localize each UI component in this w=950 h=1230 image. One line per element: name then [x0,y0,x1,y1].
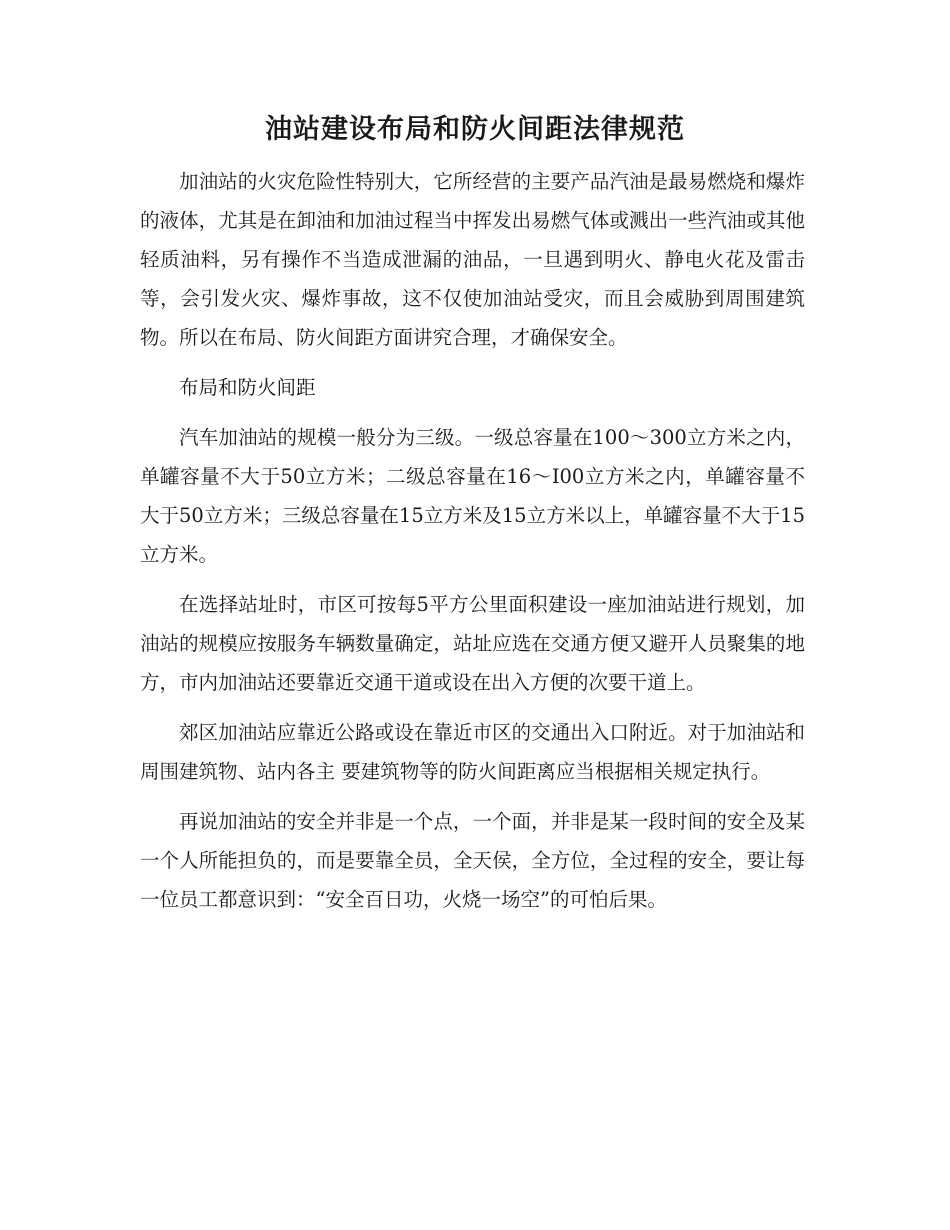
paragraph-suburban: 郊区加油站应靠近公路或设在靠近市区的交通出入口附近。对于加油站和周围建筑物、站内各主 要建筑物等的防火间距离应当根据相关规定执行。 [140,721,805,783]
document-title: 油站建设布局和防火间距法律规范 [265,114,685,145]
section-heading-layout: 布局和防火间距 [179,376,316,399]
paragraph-safety: 再说加油站的安全并非是一个点，一个面，并非是某一段时间的安全及某一个人所能担负的，而是要靠全员，全天侯，全方位，全过程的安全，要让每一位员工都意识到：“安全百日功，火烧一场空”的可怕后果。 [140,810,805,911]
paragraph-intro: 加油站的火灾危险性特别大，它所经营的主要产品汽油是最易燃烧和爆炸的液体，尤其是在卸油和加油过程当中挥发出易燃气体或溅出一些汽油或其他轻质油料，另有操作不当造成泄漏的油品，一旦遇到明火、静电火花及雷击等，会引发火灾、爆炸事故，这不仅使加油站受灾，而且会威胁到周围建筑物。所以在布局、防火间距方面讲究合理，才确保安全。 [140,170,805,349]
paragraph-site-selection: 在选择站址时，市区可按每5平方公里面积建设一座加油站进行规划，加油站的规模应按服务车辆数量确定，站址应选在交通方便又避开人员聚集的地方，市内加油站还要靠近交通干道或设在出入方便的次要干道上。 [140,593,805,694]
document-body [140,162,805,930]
paragraph-scale: 汽车加油站的规模一般分为三级。一级总容量在100～300立方米之内，单罐容量不大于50立方米；二级总容量在16～I00立方米之内，单罐容量不大于50立方米；三级总容量在15立方米及15立方米以上，单罐容量不大于15立方米。 [140,426,805,566]
